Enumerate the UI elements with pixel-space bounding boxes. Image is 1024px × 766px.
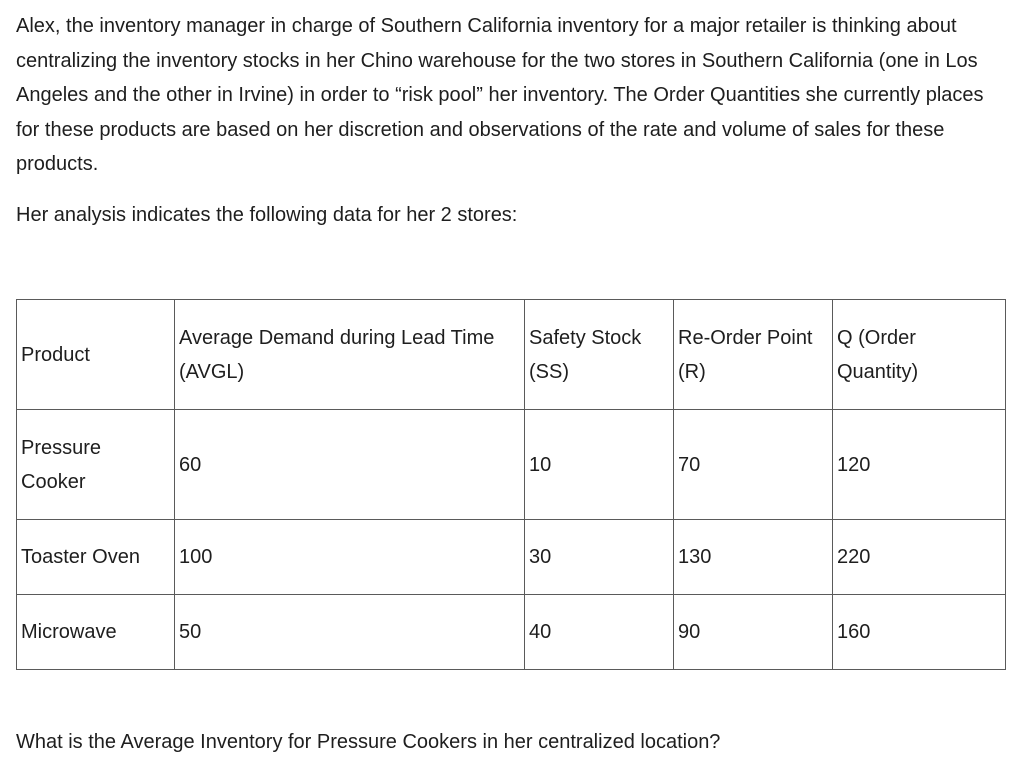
cell-reorder-point: 130 [674, 520, 833, 595]
cell-safety-stock: 30 [525, 520, 674, 595]
cell-safety-stock: 40 [525, 595, 674, 670]
header-reorder-point: Re-Order Point (R) [674, 300, 833, 410]
cell-product: Toaster Oven [17, 520, 175, 595]
cell-avgl: 100 [175, 520, 525, 595]
cell-product: Pressure Cooker [17, 410, 175, 520]
cell-order-quantity: 220 [833, 520, 1006, 595]
intro-paragraph: Alex, the inventory manager in charge of Southern California inventory for a major retailer is thinking about centralizing the inventory stocks in her Chino warehouse for the two stores in Southern California (one in Los Angeles and the other in Irvine) in order to “risk pool” her inventory. The Order Quantities she currently places for these products are based on her discretion and observations of the rate and volume of sales for these products. [16, 15, 984, 175]
cell-avgl: 60 [175, 410, 525, 520]
question-text: What is the Average Inventory for Pressure Cookers in her centralized location? [16, 731, 721, 753]
cell-safety-stock: 10 [525, 410, 674, 520]
table-row [17, 410, 1006, 520]
cell-reorder-point: 90 [674, 595, 833, 670]
cell-reorder-point: 70 [674, 410, 833, 520]
table-header-row [17, 300, 1006, 410]
cell-order-quantity: 120 [833, 410, 1006, 520]
table-row [17, 595, 1006, 670]
cell-product: Microwave [17, 595, 175, 670]
header-product: Product [17, 300, 175, 410]
header-avgl: Average Demand during Lead Time (AVGL) [175, 300, 525, 410]
cell-order-quantity: 160 [833, 595, 1006, 670]
header-safety-stock: Safety Stock (SS) [525, 300, 674, 410]
table-row [17, 520, 1006, 595]
table-lead-text: Her analysis indicates the following data for her 2 stores: [16, 204, 518, 226]
header-order-quantity: Q (Order Quantity) [833, 300, 1006, 410]
inventory-table [16, 299, 1006, 670]
cell-avgl: 50 [175, 595, 525, 670]
